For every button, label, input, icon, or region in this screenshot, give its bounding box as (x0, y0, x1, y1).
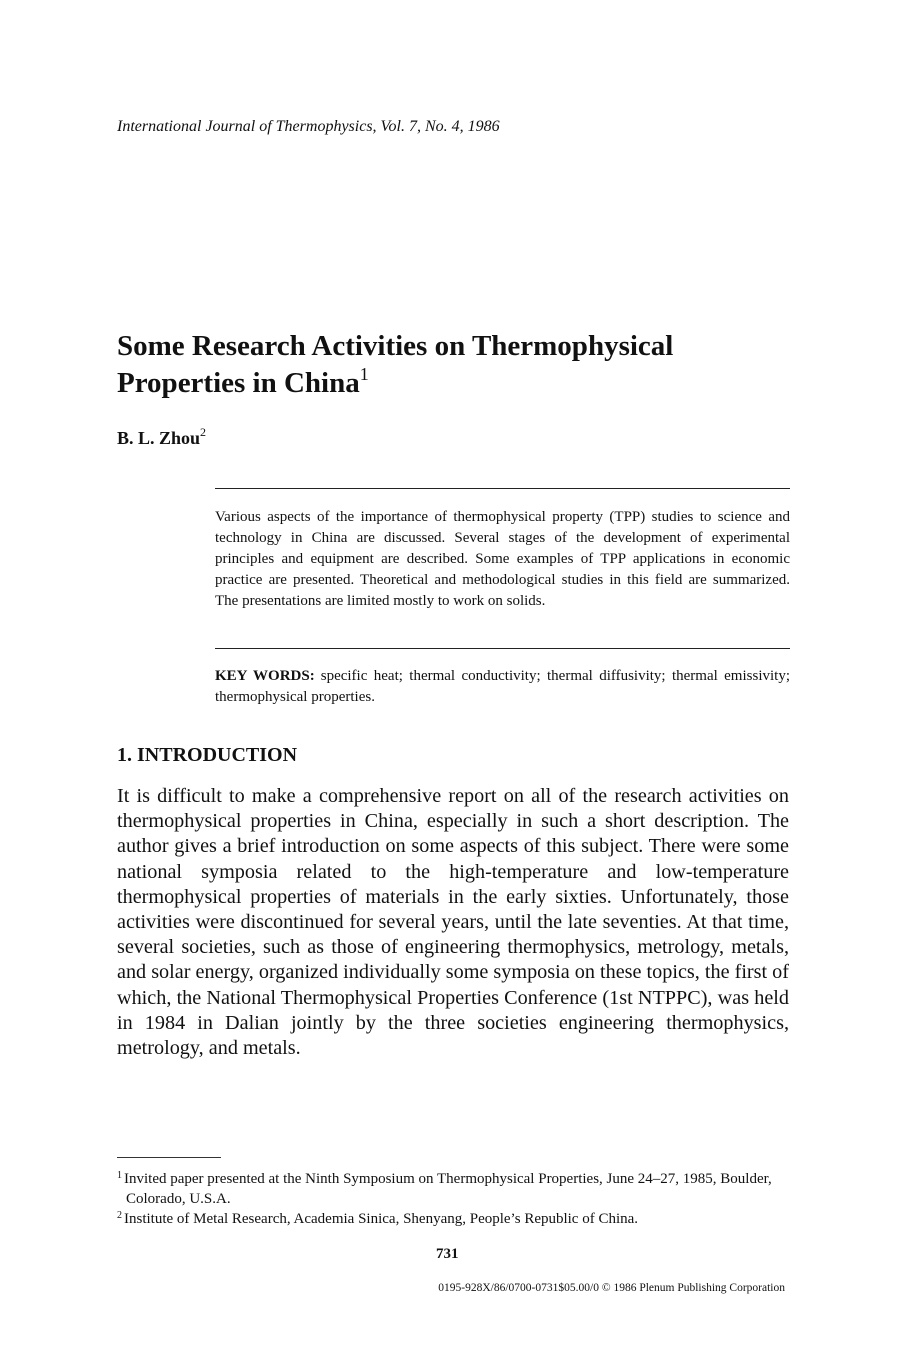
title-line-2: Properties in China (117, 367, 360, 399)
keywords-label: KEY WORDS: (215, 668, 315, 684)
page-number: 731 (436, 1246, 459, 1262)
footnotes (117, 1169, 797, 1229)
footnote-1 (117, 1169, 797, 1209)
abstract-bottom-rule (215, 648, 790, 649)
footnote-1-text: Invited paper presented at the Ninth Symposium on Thermophysical Properties, June 24–27, 1985, Boulder, Colorado, U.S.A. (124, 1171, 772, 1207)
title-footnote-mark[interactable]: 1 (359, 364, 369, 384)
abstract-top-rule (215, 488, 790, 489)
keywords (215, 666, 790, 708)
author (117, 425, 207, 449)
paper-title (117, 328, 817, 402)
abstract: Various aspects of the importance of thermophysical property (TPP) studies to science and technology in China are discussed. Several stages of the development of experimental principles and equipment are described. Some examples of TPP applications in economic practice are presented. Theoretical and methodological studies in this field are summarized. The presentations are limited mostly to work on solids. (215, 509, 790, 609)
footnote-2 (117, 1209, 797, 1229)
footnote-2-mark: 2 (117, 1210, 122, 1221)
section-heading: 1. INTRODUCTION (117, 744, 298, 766)
footnote-rule (117, 1157, 221, 1158)
footnote-2-text: Institute of Metal Research, Academia Sinica, Shenyang, People’s Republic of China. (124, 1211, 639, 1227)
journal-header: International Journal of Thermophysics, Vol. 7, No. 4, 1986 (117, 118, 500, 135)
keywords-text: specific heat; thermal conductivity; thermal diffusivity; thermal emissivity; thermophysical properties. (215, 668, 790, 705)
copyright-line: 0195-928X/86/0700-0731$05.00/0 © 1986 Plenum Publishing Corporation (438, 1282, 785, 1294)
title-line-1: Some Research Activities on Thermophysical (117, 330, 674, 362)
author-name: B. L. Zhou (117, 428, 201, 448)
introduction-body: It is difficult to make a comprehensive report on all of the research activities on thermophysical properties in China, especially in such a short description. The author gives a brief introduction on some aspects of this subject. There were some national symposia related to the high-temperature and low-temperature thermophysical properties of materials in the early sixties. Unfortunately, those activities were discontinued for several years, until the late seventies. At that time, several societies, such as those of engineering thermophysics, metrology, metals, and solar energy, organized individually some symposia on these topics, the first of which, the National Thermophysical Properties Conference (1st NTPPC), was held in 1984 in Dalian jointly by the three societies engineering thermophysics, metrology, and metals. (117, 785, 789, 1060)
footnote-1-mark: 1 (117, 1170, 122, 1181)
author-footnote-mark[interactable]: 2 (200, 425, 207, 439)
